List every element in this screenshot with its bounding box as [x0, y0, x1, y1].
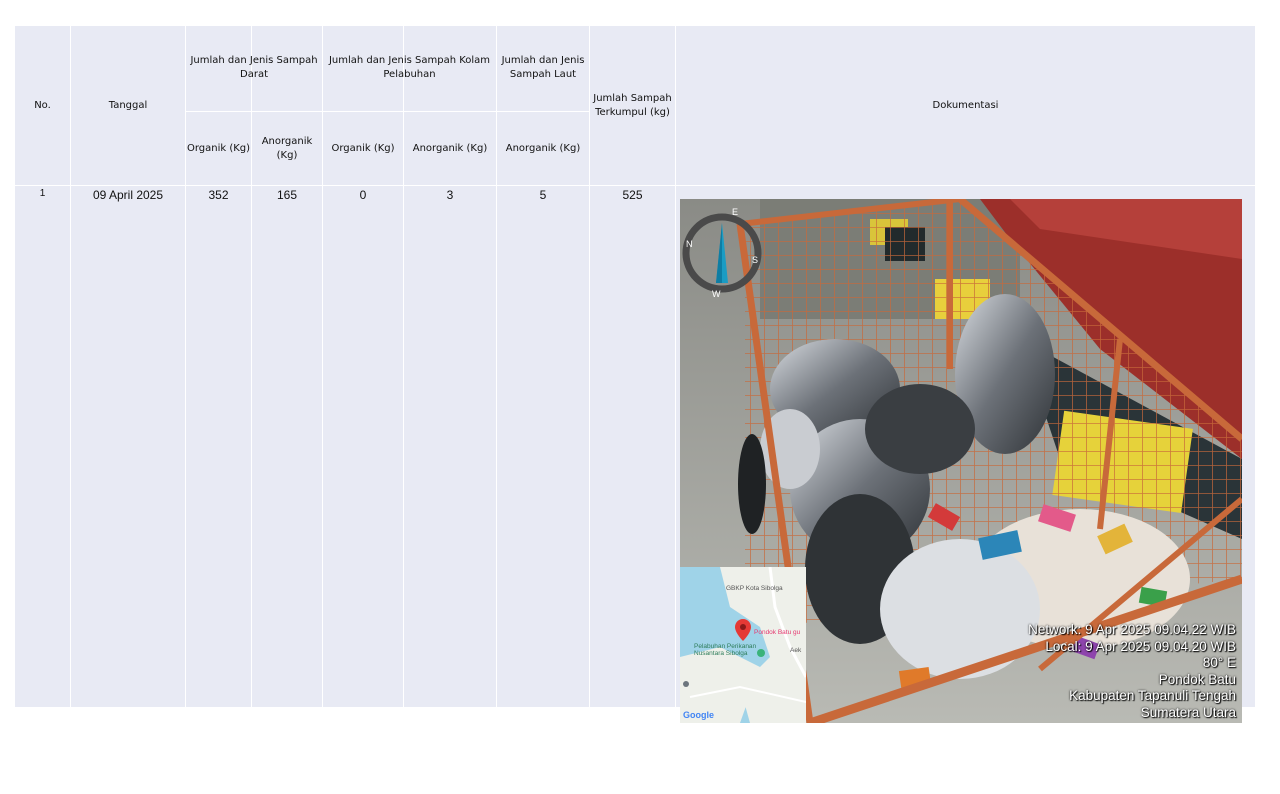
cell-no: 1 — [39, 188, 46, 199]
header-darat: Jumlah dan Jenis Sampah Darat — [190, 55, 318, 80]
cell-kolam-organik: 0 — [359, 188, 367, 202]
documentation-photo — [680, 199, 1242, 723]
cell-tanggal: 09 April 2025 — [92, 188, 164, 202]
location-map — [680, 567, 806, 723]
compass-icon — [682, 201, 762, 305]
cell-total: 525 — [622, 188, 643, 202]
map-label-aek: Aek — [790, 647, 802, 654]
header-kolam-organik: Organik (Kg) — [331, 142, 395, 154]
cell-laut-anorganik: 5 — [539, 188, 547, 202]
stamp-place: Pondok Batu — [1158, 671, 1236, 687]
header-dokumentasi: Dokumentasi — [932, 99, 999, 111]
grid-line — [15, 185, 1255, 186]
stamp-heading: 80° E — [1202, 655, 1236, 670]
map-pin-icon — [735, 619, 751, 641]
header-darat-organik: Organik (Kg) — [186, 142, 251, 154]
header-kolam: Jumlah dan Jenis Sampah Kolam Pelabuhan — [328, 55, 491, 80]
photo-stamp — [1028, 622, 1236, 721]
header-no: No. — [34, 99, 51, 111]
map-label-pin: Pondok Batu gu — [754, 629, 801, 636]
cell-kolam-anorganik: 3 — [446, 188, 454, 202]
google-logo: Google — [683, 710, 714, 720]
header-darat-anorganik: Anorganik (Kg) — [261, 135, 313, 161]
compass-letter-w: W — [712, 289, 721, 299]
header-kolam-anorganik: Anorganik (Kg) — [412, 142, 488, 154]
stamp-local: Local: 9 Apr 2025 09.04.20 WIB — [1045, 638, 1236, 654]
compass-letter-e: E — [732, 207, 739, 217]
map-label-top: GBKP Kota Sibolga — [726, 585, 783, 592]
header-total: Jumlah Sampah Terkumpul (kg) — [593, 92, 672, 118]
stamp-network: Network: 9 Apr 2025 09.04.22 WIB — [1028, 622, 1236, 637]
stamp-regency: Kabupaten Tapanuli Tengah — [1069, 688, 1236, 703]
header-laut-anorganik: Anorganik (Kg) — [505, 142, 581, 154]
compass-letter-s: S — [752, 255, 759, 265]
header-laut: Jumlah dan Jenis Sampah Laut — [501, 55, 585, 80]
cell-darat-organik: 352 — [208, 188, 229, 202]
stamp-province: Sumatera Utara — [1140, 704, 1236, 720]
cell-darat-anorganik: 165 — [276, 188, 298, 202]
compass-letter-n: N — [686, 239, 693, 249]
header-tanggal: Tanggal — [108, 99, 148, 111]
map-label-port: Pelabuhan Perikanan Nusantara Sibolga — [694, 643, 757, 657]
